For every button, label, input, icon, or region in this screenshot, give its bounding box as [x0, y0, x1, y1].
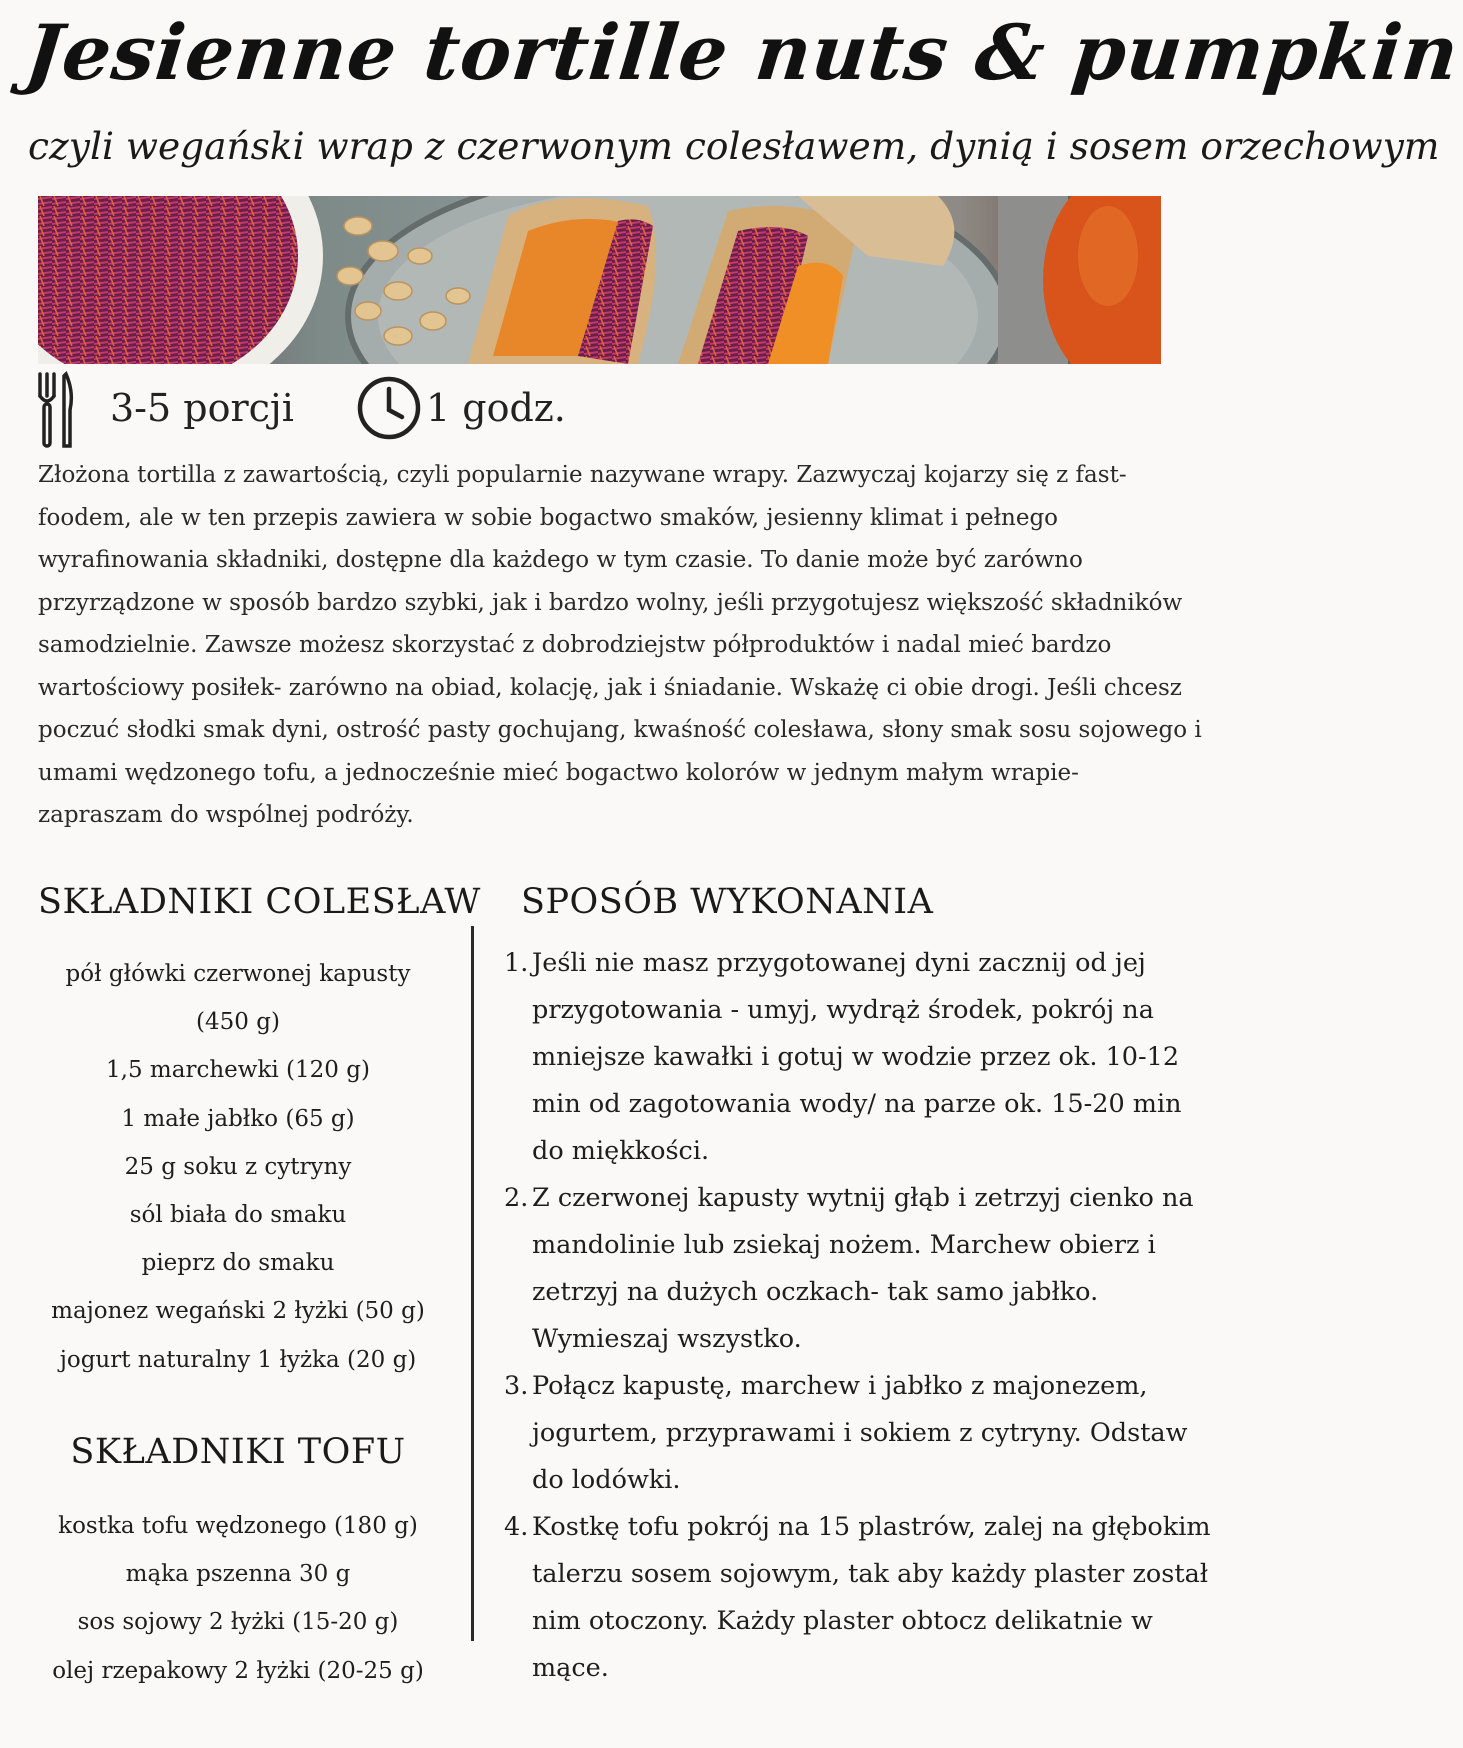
method-step — [504, 1363, 1214, 1504]
method-step — [504, 1175, 1214, 1363]
step-number: 3. — [504, 1371, 529, 1401]
ingredient-item: 1 małe jabłko (65 g) — [121, 1105, 355, 1132]
step-text: Jeśli nie masz przygotowanej dyni zacznij od jej przygotowania - umyj, wydrąż środek, pokrój na mniejsze kawałki i gotuj w wodzie przez ok. 10-12 min od zagotowania wody/ na parze ok. 15-20 min do miękkości. — [532, 948, 1182, 1166]
method-step — [504, 1504, 1214, 1692]
ingredient-item: pół główki czerwonej kapusty — [65, 961, 411, 987]
time-text: 1 godz. — [426, 386, 566, 430]
step-number: 1. — [504, 948, 529, 978]
tofu-heading: SKŁADNIKI TOFU — [70, 1432, 406, 1472]
tofu-ingredients — [38, 1502, 438, 1695]
time-info — [356, 370, 576, 450]
food-photo — [38, 196, 1161, 364]
recipe-subtitle: czyli wegański wrap z czerwonym colesławem, dynią i sosem orzechowym — [28, 124, 1440, 168]
step-number: 4. — [504, 1512, 529, 1542]
ingredient-item: (450 g) — [196, 1009, 280, 1036]
ingredient-item: jogurt naturalny 1 łyżka (20 g) — [59, 1346, 417, 1373]
ingredient-item: 1,5 marchewki (120 g) — [106, 1057, 370, 1084]
fork-knife-icon — [36, 370, 76, 450]
column-divider — [471, 926, 474, 1641]
ingredient-item: mąka pszenna 30 g — [125, 1561, 351, 1588]
step-text: Połącz kapustę, marchew i jabłko z majonezem, jogurtem, przyprawami i sokiem z cytryny. Odstaw do lodówki. — [532, 1371, 1188, 1495]
step-number: 2. — [504, 1183, 529, 1213]
ingredient-item: majonez wegański 2 łyżki (50 g) — [51, 1298, 425, 1325]
coleslaw-heading: SKŁADNIKI COLESŁAW — [38, 882, 481, 922]
method-step — [504, 940, 1214, 1175]
coleslaw-ingredients — [38, 950, 438, 1384]
clock-icon — [356, 375, 422, 441]
ingredient-item: sos sojowy 2 łyżki (15-20 g) — [77, 1609, 399, 1636]
method-steps — [504, 940, 1214, 1692]
ingredient-item: kostka tofu wędzonego (180 g) — [58, 1513, 418, 1539]
intro-paragraph: Złożona tortilla z zawartością, czyli popularnie nazywane wrapy. Zazwyczaj kojarzy się z fast-foodem, ale w ten przepis zawiera w sobie bogactwo smaków, jesienny klimat i pełnego wyrafinowania składniki, dostępne dla każdego w tym czasie. To danie może być zarówno przyrządzone w sposób bardzo szybki, jak i bardzo wolny, jeśli przygotujesz większość składników samodzielnie. Zawsze możesz skorzystać z dobrodziejstw półproduktów i nadal mieć bardzo wartościowy posiłek- zarówno na obiad, kolację, jak i śniadanie. Wskażę ci obie drogi. Jeśli chcesz poczuć słodki smak dyni, ostrość pasty gochujang, kwaśność colesława, słony smak sosu sojowego i umami wędzonego tofu, a jednocześnie mieć bogactwo kolorów w jednym małym wrapie- zapraszam do wspólnej podróży. — [38, 462, 1202, 828]
step-text: Z czerwonej kapusty wytnij głąb i zetrzyj cienko na mandolinie lub zsiekaj nożem. Marchew obierz i zetrzyj na dużych oczkach- tak samo jabłko. Wymieszaj wszystko. — [532, 1183, 1194, 1354]
step-text: Kostkę tofu pokrój na 15 plastrów, zalej na głębokim talerzu sosem sojowym, tak aby każdy plaster został nim otoczony. Każdy plaster obtocz delikatnie w mące. — [532, 1512, 1211, 1683]
ingredient-item: olej rzepakowy 2 łyżki (20-25 g) — [52, 1657, 424, 1684]
servings-info — [36, 370, 294, 450]
recipe-title: Jesienne tortille nuts & pumpkin — [21, 8, 1463, 97]
servings-text: 3-5 porcji — [110, 386, 294, 430]
ingredient-item: 25 g soku z cytryny — [124, 1153, 352, 1180]
method-heading: SPOSÓB WYKONANIA — [521, 882, 934, 922]
ingredient-item: sól biała do smaku — [129, 1202, 347, 1229]
ingredient-item: pieprz do smaku — [141, 1250, 335, 1277]
